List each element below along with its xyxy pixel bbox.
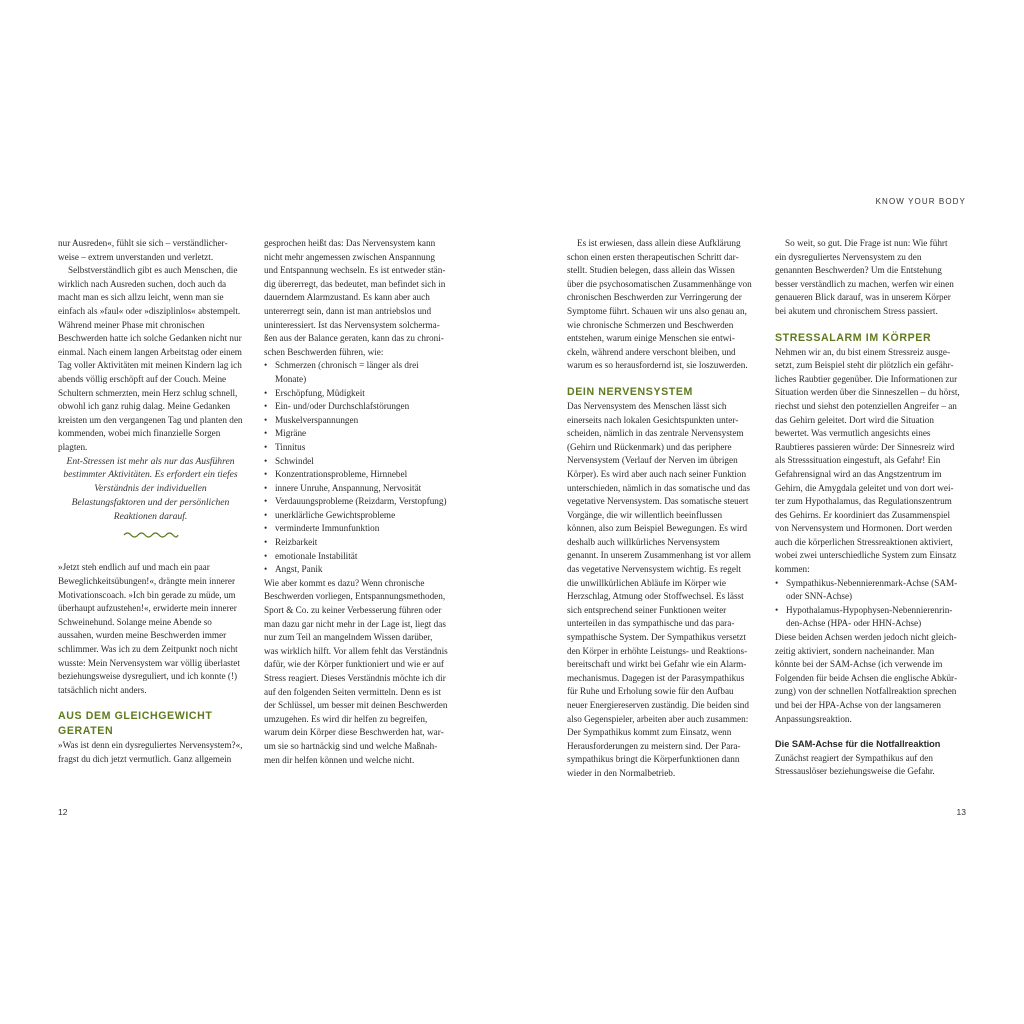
list-item: • Migräne bbox=[264, 427, 449, 441]
wave-divider-icon bbox=[123, 531, 179, 539]
list-item: • Ein- und/oder Durchschlafstörungen bbox=[264, 400, 449, 414]
paragraph: Es ist erwiesen, dass allein diese Aufklärung schon einen ersten therapeutischen Schritt darstellt. Studien belegen, dass allein das Wissen über die psychosomatischen Zusammenhänge von chronischen Beschwerden zur Verringerung der Symptome führt. Schauen wir uns also genau an, wie chronische Schmerzen und Beschwerden entstehen, warum einige Menschen sie entwickeln, während andere verschont bleiben, und warum es so herausfordernd ist, sie loszuwerden. bbox=[567, 238, 752, 371]
list-item: • Sympathikus-Nebennierenmark-Achse (SAM- oder SNN-Achse) bbox=[775, 577, 960, 604]
list-item: • Muskelverspannungen bbox=[264, 414, 449, 428]
list-item: • Erschöpfung, Müdigkeit bbox=[264, 387, 449, 401]
column-2 bbox=[264, 237, 449, 767]
paragraph: »Was ist denn ein dysreguliertes Nervensystem?«, fragst du dich jetzt vermutlich. Ganz allgemein bbox=[58, 740, 243, 765]
section-heading: STRESSALARM IM KÖRPER bbox=[775, 331, 932, 344]
column-1 bbox=[58, 237, 243, 767]
column-4 bbox=[775, 237, 960, 779]
list-item: • Schmerzen (chronisch = länger als drei Monate) bbox=[264, 359, 449, 386]
paragraph: Diese beiden Achsen werden jedoch nicht gleichzeitig aktiviert, sondern nacheinander. Man könnte bei der SAM-Achse (ich verwende im Folgenden für beide Achsen die englische Abkürzung) von der schnellen Notfallreaktion sprechen und bei der HPA-Achse von der langsameren Anpassungsreaktion. bbox=[775, 632, 958, 724]
list-item: • Tinnitus bbox=[264, 441, 449, 455]
page-number-right: 13 bbox=[956, 807, 966, 817]
list-item: • Hypothalamus-Hypophysen-Nebennierenrinden-Achse (HPA- oder HHN-Achse) bbox=[775, 604, 960, 631]
section-heading: AUS DEM GLEICHGEWICHT GERATEN bbox=[58, 710, 213, 738]
list-item: • Angst, Panik bbox=[264, 563, 449, 577]
pull-quote: Ent-Stressen ist mehr als nur das Ausführen bestimmter Aktivitäten. Es erfordert ein tiefes Verständnis der individuellen Belastungsfaktoren und der persönlichen Reaktionen darauf. bbox=[63, 455, 238, 522]
paragraph: nur Ausreden«, fühlt sie sich – verständlicherweise – extrem unverstanden und verletzt. bbox=[58, 238, 228, 262]
axis-list bbox=[775, 577, 960, 631]
paragraph: Nehmen wir an, du bist einem Stressreiz ausgesetzt, zum Beispiel steht dir plötzlich ein gefährliches Raubtier gegenüber. Die Informationen zur Situation werden über die Sinneszellen – du hörst, riechst und siehst den potenziellen Angreifer – an das Gehirn geleitet. Dort wird die Situation bewertet. Was vermutlich angesichts eines Raubtieres passieren würde: Der Sinnesreiz wird als Stresssituation eingestuft, als Gefahr! Ein Gefahrensignal wird an das Angstzentrum im Gehirn, die Amygdala geleitet und von dort weiter zum Hypothalamus, das Regulationszentrum des Gehirns. Er koordiniert das Zusammenspiel von Nervensystem und Hormonen. Dort werden auch die körperlichen Stressreaktionen aktiviert, wobei zwei unterschiedliche System zum Einsatz kommen: bbox=[775, 346, 960, 575]
paragraph: Selbstverständlich gibt es auch Menschen, die wirklich nach Ausreden suchen, doch auch da macht man es sich allzu leicht, wenn man sie einfach als »faul« oder »disziplinlos« abstempelt. Während meiner Phase mit chronischen Beschwerden hatte ich solche Gedanken nicht nur einmal. Nach einem langen Arbeitstag oder einem Tag voller Aktivitäten mit meinen Kindern lag ich abends völlig erschöpft auf der Couch. Meine Schultern schmerzten, mein Herz schlug schnell, obwohl ich ganz ruhig dalag. Meine Gedanken kreisten um den vergangenen Tag und planten den kommenden, wobei mich finanzielle Sorgen plagten. bbox=[58, 265, 243, 452]
running-header: KNOW YOUR BODY bbox=[875, 197, 966, 206]
column-3 bbox=[567, 237, 752, 781]
paragraph: Das Nervensystem des Menschen lässt sich einerseits nach lokalen Gesichtspunkten unterscheiden, nämlich in das zentrale Nervensystem (Gehirn und Rückenmark) und das periphere Nervensystem (Verlauf der Nerven im übrigen Körper). Es wird aber auch nach seiner Funktion unterschieden, nämlich in das somatische und das vegetative Nervensystem. Das somatische steuert Vorgänge, die wir willentlich beeinflussen können, also zum Beispiel Bewegungen. Es wird deshalb auch willkürliches Nervensystem genannt. In unserem Zusammenhang ist vor allem das vegetative Nervensystem wichtig. Es regelt die unwillkürlichen Abläufe im Körper wie Herzschlag, Atmung oder Stoffwechsel. Es lässt sich entsprechend seiner Funktionen weiter unterteilen in das sympathische und das parasympathische System. Der Sympathikus versetzt den Körper in erhöhte Leistungs- und Reaktionsbereitschaft und wirkt bei Gefahr wie ein Alarmmechanismus. Dagegen ist der Parasympathikus für Ruhe und Erholung sowie für den Aufbau neuer Energiereserven zuständig. Die beiden sind also Gegenspieler, arbeiten aber auch zusammen: Der Sympathikus kommt zum Einsatz, wenn Herausforderungen zu meistern sind. Der Parasympathikus bringt die Körperfunktionen dann wieder in den Normalbetrieb. bbox=[567, 400, 751, 778]
paragraph: »Jetzt steh endlich auf und mach ein paar Beweglichkeitsübungen!«, drängte mein innerer Motivationscoach. »Ich bin gerade zu müde, um überhaupt aufzustehen!«, erwiderte mein innerer Schweinehund. Solange meine Abende so aussahen, wurden meine Beschwerden immer schlimmer. Was ich zu dem Zeitpunkt noch nicht wusste: Mein Nervensystem war völlig überlastet beziehungsweise dysreguliert, und ich konnte (!) tatsächlich nicht anders. bbox=[58, 562, 240, 695]
symptom-list bbox=[264, 359, 449, 577]
list-item: • unerklärliche Gewichtsprobleme bbox=[264, 509, 449, 523]
list-item: • Verdauungsprobleme (Reizdarm, Verstopfung) bbox=[264, 495, 449, 509]
paragraph: gesprochen heißt das: Das Nervensystem kann nicht mehr angemessen zwischen Anspannung und Entspannung wechseln. Es ist entweder ständig übererregt, das bedeutet, man befindet sich in dauerndem Alarmzustand. Es kann aber auch untererregt sein, dann ist man antriebslos und uninteressiert. Ist das Nervensystem solchermaßen aus der Balance geraten, kann das zu chronischen Beschwerden führen, wie: bbox=[264, 238, 446, 357]
list-item: • Reizbarkeit bbox=[264, 536, 449, 550]
list-item: • emotionale Instabilität bbox=[264, 550, 449, 564]
list-item: • innere Unruhe, Anspannung, Nervosität bbox=[264, 482, 449, 496]
page-number-left: 12 bbox=[58, 807, 68, 817]
subheading: Die SAM-Achse für die Notfallreaktion bbox=[775, 739, 941, 750]
list-item: • Schwindel bbox=[264, 455, 449, 469]
list-item: • verminderte Immunfunktion bbox=[264, 522, 449, 536]
paragraph: Wie aber kommt es dazu? Wenn chronische Beschwerden vorliegen, Entspannungsmethoden, Sport & Co. zu keiner Verbesserung führen oder man dazu gar nicht mehr in der Lage ist, liegt das nur zum Teil an mangelndem Wissen darüber, was wirklich hilft. Vor allem fehlt das Verständnis dafür, wie der Körper funktioniert und wie er auf Stress reagiert. Dieses Verständnis möchte ich dir auf den folgenden Seiten vermitteln. Denn es ist der Schlüssel, um besser mit deinen Beschwerden umzugehen. Es wird dir helfen zu begreifen, warum dein Körper diese Beschwerden hat, warum sie so hartnäckig sind und welche Maßnahmen dir helfen können und welche nicht. bbox=[264, 577, 448, 765]
paragraph: So weit, so gut. Die Frage ist nun: Wie führt ein dysreguliertes Nervensystem zu den genannten Beschwerden? Um die Entstehung besser verständlich zu machen, werfen wir einen genaueren Blick darauf, was in unserem Körper bei akutem und chronischem Stress passiert. bbox=[775, 238, 954, 316]
paragraph: Zunächst reagiert der Sympathikus auf den Stressauslöser beziehungsweise die Gefahr. bbox=[775, 752, 935, 777]
section-heading: DEIN NERVENSYSTEM bbox=[567, 385, 693, 398]
list-item: • Konzentrationsprobleme, Hirnnebel bbox=[264, 468, 449, 482]
